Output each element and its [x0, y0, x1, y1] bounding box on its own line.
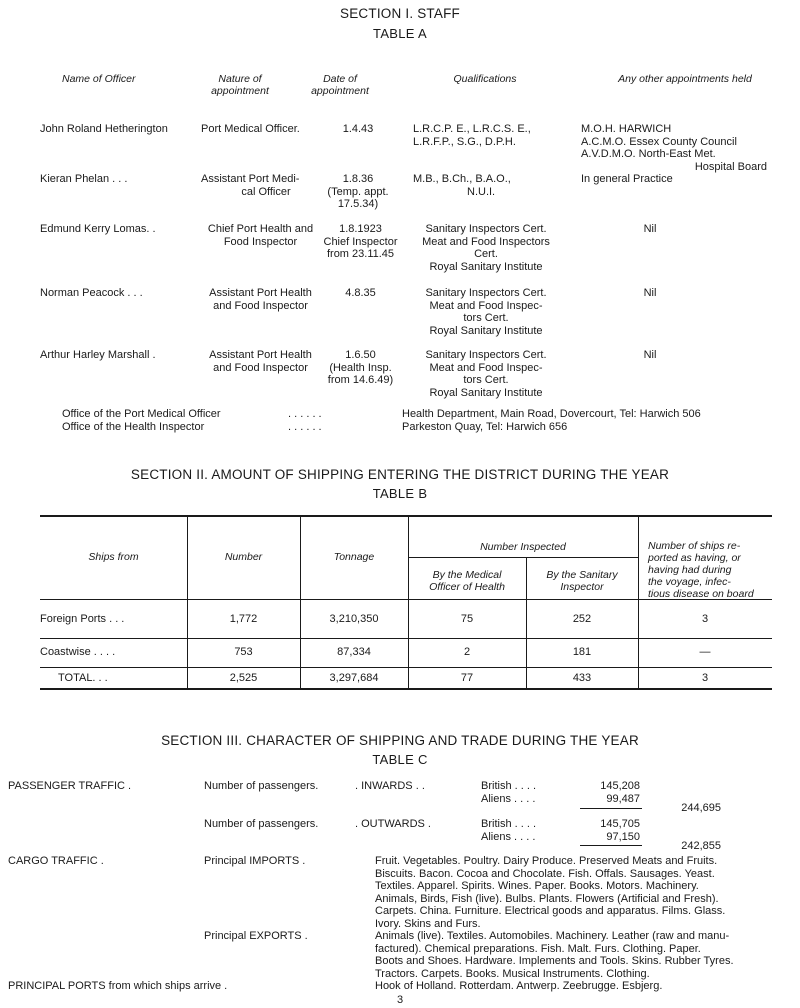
header-other-appointments: Any other appointments held	[618, 73, 752, 85]
header-nature-of-appointment: Nature of appointment	[211, 73, 269, 97]
header-date-of-appointment: Date of appointment	[311, 73, 369, 97]
officer-date: 1.6.50 (Health Insp. from 14.6.49)	[327, 349, 394, 386]
principal-ports-list: Hook of Holland. Rotterdam. Antwerp. Zeebrugge. Esbjerg.	[375, 980, 663, 992]
officer-name: Arthur Harley Marshall .	[40, 349, 156, 361]
exports-label: Principal EXPORTS .	[204, 930, 308, 942]
imports-label: Principal IMPORTS .	[204, 855, 306, 867]
header-number-inspected: Number Inspected	[480, 541, 566, 553]
officer-nature: Assistant Port Health and Food Inspector	[209, 349, 312, 374]
officer-nature: Port Medical Officer.	[201, 123, 300, 135]
officer-other-appointments: Nil	[643, 223, 657, 235]
header-infectious-disease: Number of ships re- ported as having, or having had during the voyage, infec- tious disease on board	[648, 540, 754, 600]
table-a-label: TABLE A	[373, 26, 427, 41]
cargo-traffic-label: CARGO TRAFFIC .	[8, 855, 104, 867]
section-1-title: SECTION I. STAFF	[340, 6, 460, 21]
officer-nature: Assistant Port Medi- cal Officer	[201, 173, 300, 198]
header-tonnage: Tonnage	[333, 551, 375, 563]
header-qualifications: Qualifications	[453, 73, 517, 85]
header-ships-from: Ships from	[88, 551, 139, 563]
officer-date: 1.8.1923 Chief Inspector from 23.11.45	[323, 223, 398, 260]
officer-name: John Roland Hetherington	[40, 123, 168, 135]
officer-other-appointments: In general Practice	[581, 173, 673, 185]
header-number: Number	[224, 551, 263, 563]
officer-date: 1.4.43	[342, 123, 374, 135]
officer-qualifications: M.B., B.Ch., B.A.O., N.U.I.	[413, 173, 511, 198]
officer-other-appointments: M.O.H. HARWICH A.C.M.O. Essex County Council A.V.D.M.O. North-East Met. Hospital Board	[581, 123, 767, 173]
officer-name: Kieran Phelan . . .	[40, 173, 128, 185]
page-number: 3	[396, 994, 404, 1006]
table-b-label: TABLE B	[372, 486, 428, 501]
officer-nature: Assistant Port Health and Food Inspector	[209, 287, 312, 312]
officer-qualifications: Sanitary Inspectors Cert. Meat and Food Inspec- tors Cert. Royal Sanitary Institute	[425, 349, 547, 399]
principal-ports-label: PRINCIPAL PORTS from which ships arrive .	[8, 980, 228, 992]
passenger-traffic-label: PASSENGER TRAFFIC .	[8, 780, 132, 792]
header-name-of-officer: Name of Officer	[62, 73, 136, 85]
section-2-title: SECTION II. AMOUNT OF SHIPPING ENTERING THE DISTRICT DURING THE YEAR	[130, 467, 670, 482]
officer-name: Norman Peacock . . .	[40, 287, 143, 299]
officer-qualifications: Sanitary Inspectors Cert. Meat and Food Inspec- tors Cert. Royal Sanitary Institute	[425, 287, 547, 337]
officer-other-appointments: Nil	[643, 349, 657, 361]
header-by-medical-officer: By the Medical Officer of Health	[429, 569, 505, 593]
header-by-sanitary-inspector: By the Sanitary Inspector	[546, 569, 618, 593]
officer-date: 4.8.35	[345, 287, 376, 299]
imports-list: Fruit. Vegetables. Poultry. Dairy Produce. Preserved Meats and Fruits. Biscuits. Bacon. Cocoa and Chocolate. Fish. Offals. Sausages. Yeast. Textiles. Apparel. Spirits. Wines. Paper. Books. Motors. Machinery. Animals, Birds, Fish (live). Bulbs. Plants. Flowers (Artificial and Fresh). Carpets. China. Furniture. Electrical goods and apparatus. Films. Glass. Ivory. Skins and Furs.	[375, 855, 726, 930]
officer-date: 1.8.36 (Temp. appt. 17.5.34)	[327, 173, 389, 210]
section-3-title: SECTION III. CHARACTER OF SHIPPING AND TRADE DURING THE YEAR	[161, 733, 639, 748]
officer-qualifications: Sanitary Inspectors Cert. Meat and Food Inspectors Cert. Royal Sanitary Institute	[422, 223, 550, 273]
exports-list: Animals (live). Textiles. Automobiles. Machinery. Leather (raw and manu- factured). Chemical preparations. Fish. Malt. Furs. Clothing. Paper. Boots and Shoes. Hardware. Implements and Tools. Skins. Rubber Tyres. Tractors. Carpets. Books. Musical Instruments. Clothing.	[375, 930, 734, 980]
table-c-label: TABLE C	[372, 752, 428, 767]
officer-name: Edmund Kerry Lomas. .	[40, 223, 156, 235]
officer-other-appointments: Nil	[643, 287, 657, 299]
officer-nature: Chief Port Health and Food Inspector	[207, 223, 314, 248]
officer-qualifications: L.R.C.P. E., L.R.C.S. E., L.R.F.P., S.G., D.P.H.	[413, 123, 531, 148]
